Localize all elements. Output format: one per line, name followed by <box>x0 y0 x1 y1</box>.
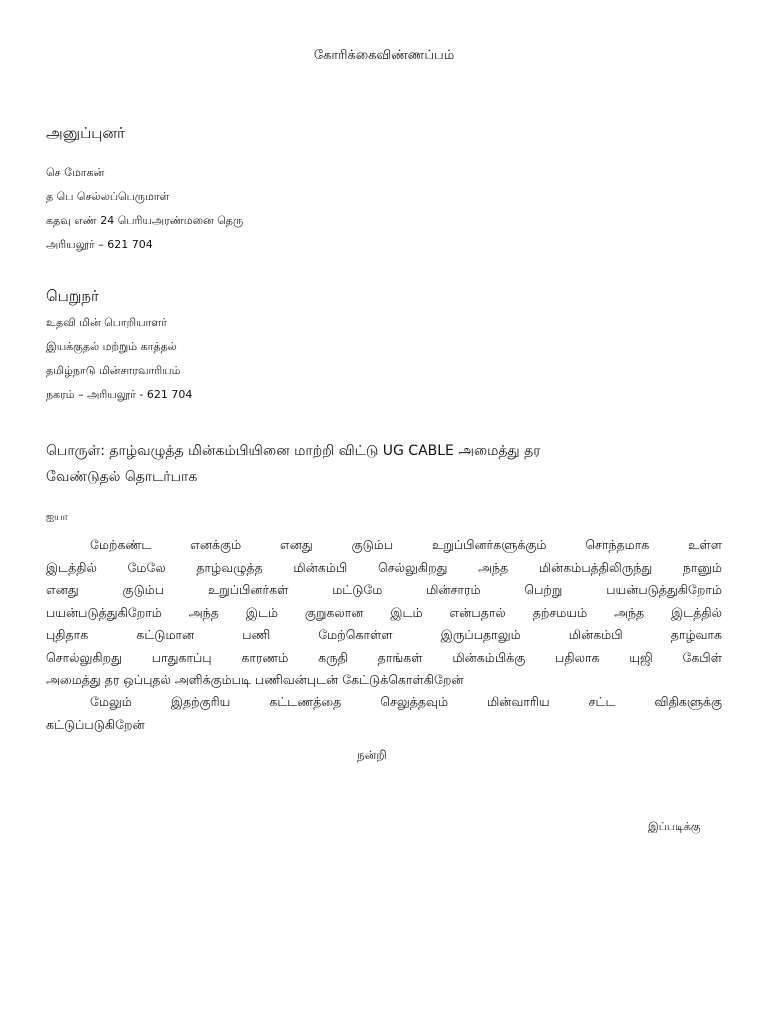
sender-heading: அனுப்புனர் <box>46 124 125 142</box>
paragraph-line: மேற்கண்ட எனக்கும் எனது குடும்ப உறுப்பினர்களுக்கும் சொந்தமாக உள்ள <box>90 537 722 552</box>
subject-line-2: வேண்டுதல் தொடர்பாக <box>46 469 198 485</box>
subject-line-1: பொருள்: தாழ்வழுத்த மின்கம்பியினை மாற்றி விட்டு UG CABLE அமைத்து தர <box>46 443 541 459</box>
document-title: கோரிக்கைவிண்ணப்பம் <box>313 48 455 63</box>
sender-name: செ மோகன் <box>46 166 105 179</box>
paragraph-line: எனது குடும்ப உறுப்பினர்கள் மட்டுமே மின்சாரம் பெற்று பயன்படுத்துகிறோம் <box>46 582 722 597</box>
closing-text: இப்படிக்கு <box>648 820 701 833</box>
paragraph-line: அமைத்து தர ஒப்புதல் அளிக்கும்படி பணிவன்புடன் கேட்டுக்கொள்கிறேன் <box>46 672 464 687</box>
recipient-heading: பெறுநர் <box>46 287 99 305</box>
salutation: ஐயா <box>46 512 68 523</box>
sender-street: கதவு எண் 24 பெரியஅரண்மனை தெரு <box>46 214 244 227</box>
paragraph-line: சொல்லுகிறது பாதுகாப்பு காரணம் கருதி தாங்கள் மின்கம்பிக்கு பதிலாக யுஜி கேபிள் <box>46 649 722 665</box>
body-paragraph-1 <box>46 534 722 692</box>
sender-city: அரியலூர் – 621 704 <box>46 238 153 251</box>
recipient-organization: தமிழ்நாடு மின்சாரவாரியம் <box>46 364 181 377</box>
paragraph-line: இடத்தில் மேலே தாழ்வழுத்த மின்கம்பி செல்லுகிறது அந்த மின்கம்பத்திலிருந்து நானும் <box>46 559 722 575</box>
recipient-designation: உதவி மின் பொறியாளர் <box>46 316 167 329</box>
paragraph-line: புதிதாக கட்டுமான பணி மேற்கொள்ள இருப்பதாலும் மின்கம்பி தாழ்வாக <box>46 627 722 642</box>
recipient-department: இயக்குதல் மற்றும் காத்தல் <box>46 340 177 353</box>
paragraph-line: பயன்படுத்துகிறோம் அந்த இடம் குறுகலான இடம் என்பதால் தற்சமயம் அந்த இடத்தில் <box>46 604 722 620</box>
paragraph-line: கட்டுப்படுகிறேன் <box>46 716 145 732</box>
paragraph-line: மேலும் இதற்குரிய கட்டணத்தை செலுத்தவும் மின்வாரிய சட்ட விதிகளுக்கு <box>90 694 722 709</box>
sender-father-name: த பெ செல்லப்பெருமாள் <box>46 190 170 203</box>
body-paragraph-2 <box>46 691 722 736</box>
thanks-text: நன்றி <box>357 748 387 762</box>
recipient-city: நகரம் – அரியலூர் - 621 704 <box>46 388 193 401</box>
